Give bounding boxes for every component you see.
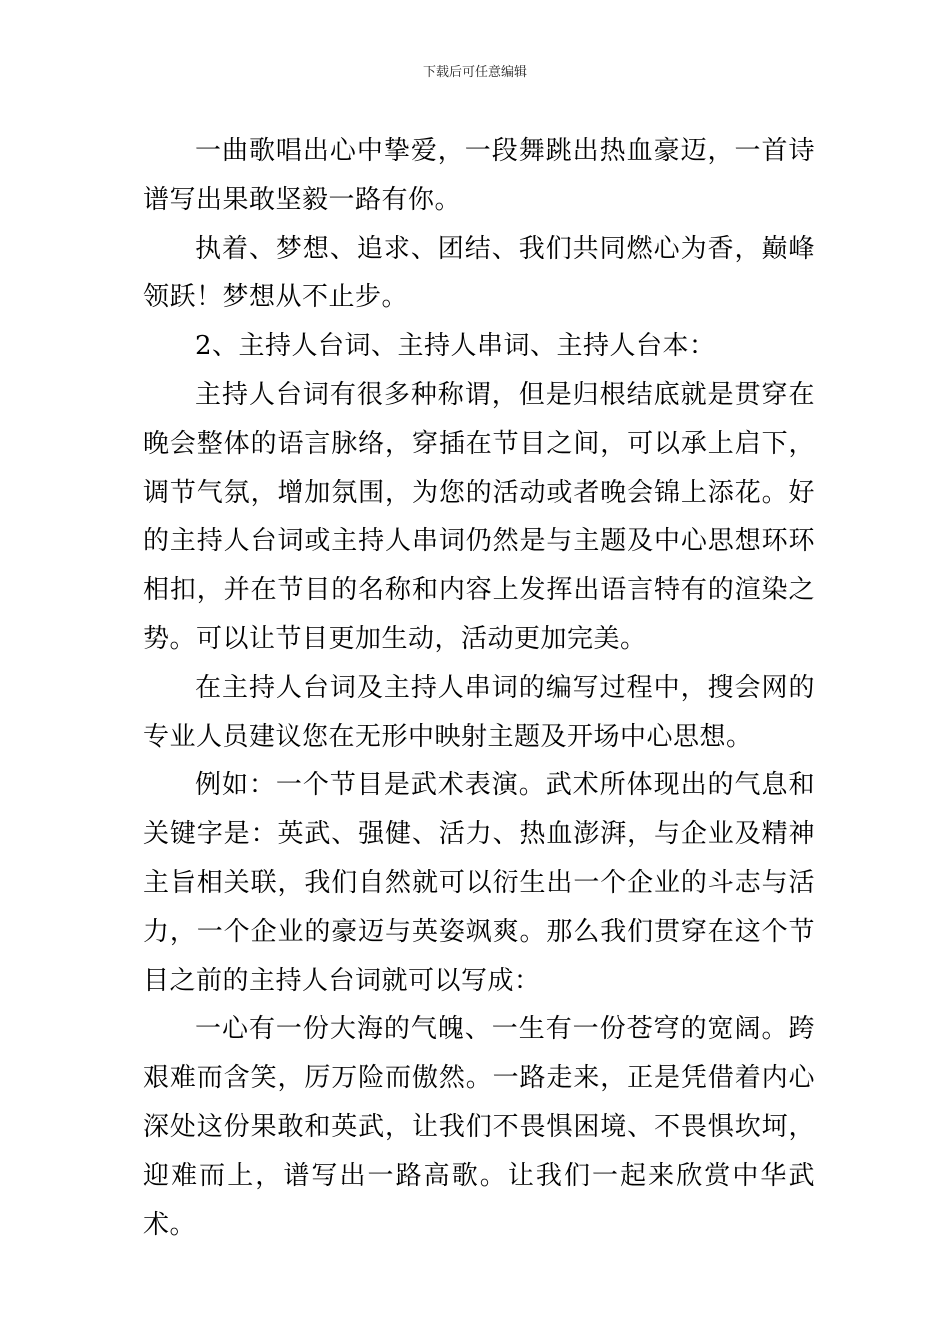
document-body bbox=[143, 127, 815, 1249]
paragraph-2: 执着、梦想、追求、团结、我们共同燃心为香，巅峰领跃！梦想从不止步。 bbox=[143, 233, 815, 313]
paragraph-3: 主持人台词有很多种称谓，但是归根结底就是贯穿在晚会整体的语言脉络，穿插在节目之间，可以承上启下，调节气氛，增加氛围，为您的活动或者晚会锦上添花。好的主持人台词或主持人串词仍然是与主题及中心思想环环相扣，并在节目的名称和内容上发挥出语言特有的渲染之势。可以让节目更加生动，活动更加完美。 bbox=[143, 379, 815, 654]
paragraph-4: 在主持人台词及主持人串词的编写过程中，搜会网的专业人员建议您在无形中映射主题及开场中心思想。 bbox=[143, 672, 815, 752]
page-header-note: 下载后可任意编辑 bbox=[422, 65, 527, 80]
paragraph-5: 例如：一个节目是武术表演。武术所体现出的气息和关键字是：英武、强健、活力、热血澎湃，与企业及精神主旨相关联，我们自然就可以衍生出一个企业的斗志与活力，一个企业的豪迈与英姿飒爽。那么我们贯穿在这个节目之前的主持人台词就可以写成： bbox=[143, 770, 815, 996]
paragraph-6: 一心有一份大海的气魄、一生有一份苍穹的宽阔。跨艰难而含笑，厉万险而傲然。一路走来，正是凭借着内心深处这份果敢和英武，让我们不畏惧困境、不畏惧坎坷，迎难而上，谱写出一路高歌。让我们一起来欣赏中华武术。 bbox=[143, 1014, 815, 1240]
paragraph-1: 一曲歌唱出心中挚爱，一段舞跳出热血豪迈，一首诗谱写出果敢坚毅一路有你。 bbox=[143, 136, 815, 215]
section-heading: 2、主持人台词、主持人串词、主持人台本： bbox=[195, 331, 716, 362]
